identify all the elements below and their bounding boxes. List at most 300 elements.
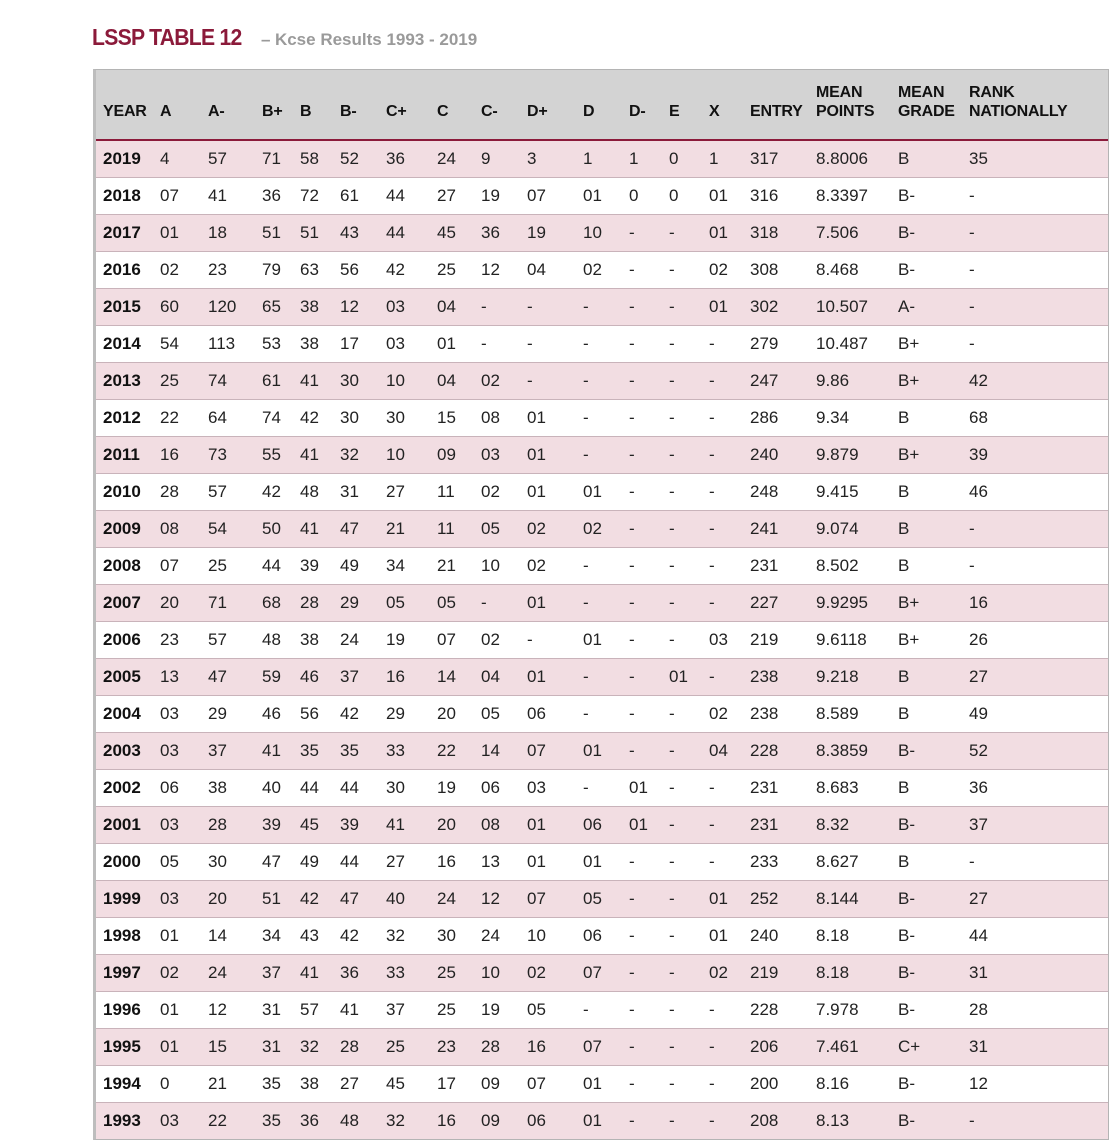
- table-cell: C+: [898, 1036, 921, 1056]
- table-cell: 11: [437, 518, 455, 538]
- table-cell: 228: [750, 740, 779, 760]
- table-cell: 7.978: [816, 999, 859, 1019]
- table-cell: 32: [340, 444, 359, 464]
- table-cell: 01: [669, 666, 688, 686]
- table-cell: 120: [208, 296, 237, 316]
- table-cell: 14: [208, 925, 227, 945]
- table-cell: 25: [437, 259, 456, 279]
- table-cell: -: [709, 777, 715, 797]
- table-cell: 53: [262, 333, 281, 353]
- table-title-main: LSSP TABLE 12: [92, 24, 242, 50]
- table-cell: 10: [481, 962, 500, 982]
- row-year: 2016: [103, 259, 141, 279]
- table-cell: 01: [527, 592, 546, 612]
- table-cell: 41: [262, 740, 281, 760]
- table-cell: -: [629, 999, 635, 1019]
- table-cell: 02: [481, 481, 500, 501]
- table-cell: 9.86: [816, 370, 850, 390]
- table-cell: 30: [340, 370, 359, 390]
- table-cell: -: [629, 407, 635, 427]
- table-cell: 41: [300, 370, 319, 390]
- table-cell: -: [481, 333, 487, 353]
- table-row: [96, 1065, 1108, 1102]
- table-cell: -: [481, 296, 487, 316]
- table-cell: 35: [262, 1110, 281, 1130]
- table-cell: 9.074: [816, 518, 859, 538]
- table-cell: -: [583, 703, 589, 723]
- table-cell: 29: [340, 592, 359, 612]
- table-cell: 47: [340, 518, 359, 538]
- table-cell: 46: [300, 666, 319, 686]
- row-year: 2003: [103, 740, 141, 760]
- table-row: [96, 621, 1108, 658]
- table-cell: 16: [969, 592, 988, 612]
- table-cell: -: [709, 1110, 715, 1130]
- table-cell: 16: [437, 851, 456, 871]
- table-cell: B-: [898, 888, 915, 908]
- table-cell: 45: [300, 814, 319, 834]
- table-cell: -: [709, 666, 715, 686]
- kcse-results-table: [96, 70, 1108, 1140]
- table-cell: 8.627: [816, 851, 859, 871]
- table-cell: 01: [583, 1073, 602, 1093]
- table-cell: 17: [437, 1073, 456, 1093]
- table-cell: 16: [160, 444, 179, 464]
- table-cell: 74: [262, 407, 281, 427]
- table-cell: 25: [386, 1036, 405, 1056]
- table-cell: 8.32: [816, 814, 850, 834]
- table-cell: 21: [437, 555, 456, 575]
- table-cell: -: [709, 999, 715, 1019]
- table-cell: 07: [527, 888, 546, 908]
- table-cell: 09: [481, 1073, 500, 1093]
- table-cell: 08: [160, 518, 179, 538]
- table-cell: 27: [969, 666, 988, 686]
- table-row: [96, 769, 1108, 806]
- table-row: [96, 288, 1108, 325]
- table-cell: 03: [527, 777, 546, 797]
- table-cell: 01: [709, 222, 728, 242]
- table-cell: -: [629, 222, 635, 242]
- table-cell: -: [709, 555, 715, 575]
- table-cell: 57: [208, 481, 227, 501]
- table-cell: 18: [208, 222, 227, 242]
- row-year: 2015: [103, 296, 141, 316]
- table-cell: 42: [340, 703, 359, 723]
- table-cell: 35: [969, 148, 988, 168]
- table-cell: -: [969, 851, 975, 871]
- table-row: [96, 658, 1108, 695]
- table-cell: -: [669, 555, 675, 575]
- table-cell: 47: [262, 851, 281, 871]
- table-cell: 24: [437, 888, 456, 908]
- table-cell: B-: [898, 740, 915, 760]
- table-cell: 36: [262, 185, 281, 205]
- table-row: [96, 880, 1108, 917]
- table-row: [96, 436, 1108, 473]
- table-cell: 32: [386, 1110, 405, 1130]
- table-cell: 44: [300, 777, 319, 797]
- table-cell: 07: [583, 962, 602, 982]
- table-cell: 12: [208, 999, 227, 1019]
- table-cell: 01: [709, 185, 728, 205]
- table-cell: 252: [750, 888, 779, 908]
- table-cell: 44: [340, 851, 359, 871]
- table-cell: 02: [709, 703, 728, 723]
- table-cell: -: [669, 444, 675, 464]
- table-row: [96, 325, 1108, 362]
- table-cell: 8.589: [816, 703, 859, 723]
- table-cell: -: [629, 666, 635, 686]
- table-cell: 05: [386, 592, 405, 612]
- table-cell: 24: [437, 148, 456, 168]
- header-rank-line1: RANK: [969, 84, 1015, 101]
- table-cell: 231: [750, 814, 779, 834]
- table-cell: B-: [898, 925, 915, 945]
- table-cell: -: [709, 1036, 715, 1056]
- table-cell: 29: [386, 703, 405, 723]
- table-cell: -: [629, 851, 635, 871]
- row-year: 2009: [103, 518, 141, 538]
- table-cell: -: [669, 703, 675, 723]
- table-cell: 73: [208, 444, 227, 464]
- table-cell: -: [969, 518, 975, 538]
- header-d-plus: D+: [527, 103, 548, 120]
- table-cell: 50: [262, 518, 281, 538]
- table-cell: -: [629, 444, 635, 464]
- table-cell: 47: [208, 666, 227, 686]
- table-cell: 01: [583, 851, 602, 871]
- table-cell: 61: [340, 185, 359, 205]
- table-cell: 08: [481, 814, 500, 834]
- table-cell: B-: [898, 259, 915, 279]
- row-year: 2010: [103, 481, 141, 501]
- table-cell: -: [583, 370, 589, 390]
- table-cell: 02: [481, 370, 500, 390]
- table-cell: 32: [386, 925, 405, 945]
- table-cell: 27: [969, 888, 988, 908]
- row-year: 1993: [103, 1110, 141, 1130]
- table-cell: -: [629, 1073, 635, 1093]
- table-cell: 56: [300, 703, 319, 723]
- table-row: [96, 251, 1108, 288]
- table-cell: 0: [629, 185, 639, 205]
- table-cell: -: [583, 666, 589, 686]
- table-cell: 02: [160, 962, 179, 982]
- table-cell: 19: [481, 185, 500, 205]
- table-cell: 25: [437, 962, 456, 982]
- table-cell: 52: [969, 740, 988, 760]
- table-cell: B: [898, 407, 910, 427]
- table-row: [96, 399, 1108, 436]
- table-cell: 45: [386, 1073, 405, 1093]
- table-cell: 04: [437, 370, 456, 390]
- table-cell: 46: [262, 703, 281, 723]
- table-row: [96, 695, 1108, 732]
- table-cell: 79: [262, 259, 281, 279]
- table-cell: 25: [208, 555, 227, 575]
- table-cell: -: [709, 481, 715, 501]
- table-cell: 22: [437, 740, 456, 760]
- table-cell: B+: [898, 370, 920, 390]
- table-cell: 3: [527, 148, 537, 168]
- table-cell: -: [669, 925, 675, 945]
- row-year: 2014: [103, 333, 141, 353]
- table-cell: 227: [750, 592, 779, 612]
- table-cell: -: [969, 222, 975, 242]
- table-cell: -: [669, 1073, 675, 1093]
- table-cell: 01: [160, 925, 179, 945]
- table-cell: 55: [262, 444, 281, 464]
- table-cell: 279: [750, 333, 779, 353]
- table-cell: 42: [340, 925, 359, 945]
- table-cell: 49: [969, 703, 988, 723]
- table-cell: 49: [340, 555, 359, 575]
- table-cell: 03: [160, 1110, 179, 1130]
- table-cell: -: [629, 925, 635, 945]
- table-cell: -: [709, 518, 715, 538]
- row-year: 1998: [103, 925, 141, 945]
- table-row: [96, 1028, 1108, 1065]
- table-cell: 8.3859: [816, 740, 868, 760]
- table-cell: 34: [262, 925, 281, 945]
- table-cell: B: [898, 481, 910, 501]
- table-row: [96, 547, 1108, 584]
- table-cell: B: [898, 703, 910, 723]
- table-row: [96, 954, 1108, 991]
- table-subtitle: Kcse Results 1993 - 2019: [274, 30, 478, 49]
- header-b-plus: B+: [262, 103, 283, 120]
- table-cell: 30: [208, 851, 227, 871]
- table-cell: 8.144: [816, 888, 859, 908]
- table-cell: 74: [208, 370, 227, 390]
- table-row: [96, 214, 1108, 251]
- table-cell: 10: [583, 222, 602, 242]
- table-cell: 318: [750, 222, 779, 242]
- table-cell: -: [669, 407, 675, 427]
- table-cell: B: [898, 777, 910, 797]
- table-cell: -: [583, 407, 589, 427]
- table-cell: 01: [629, 777, 648, 797]
- table-cell: -: [669, 370, 675, 390]
- table-cell: 12: [340, 296, 359, 316]
- table-cell: B: [898, 666, 910, 686]
- table-cell: 52: [340, 148, 359, 168]
- table-cell: 05: [481, 518, 500, 538]
- table-cell: 9.9295: [816, 592, 868, 612]
- table-cell: -: [629, 592, 635, 612]
- table-cell: 01: [583, 740, 602, 760]
- table-cell: 10.507: [816, 296, 868, 316]
- table-cell: -: [527, 370, 533, 390]
- table-cell: 19: [437, 777, 456, 797]
- table-cell: 28: [208, 814, 227, 834]
- table-cell: 0: [669, 148, 679, 168]
- header-x: X: [709, 103, 720, 120]
- table-cell: 71: [208, 592, 227, 612]
- table-cell: B-: [898, 814, 915, 834]
- row-year: 2008: [103, 555, 141, 575]
- table-cell: 31: [262, 1036, 281, 1056]
- table-cell: 0: [669, 185, 679, 205]
- table-cell: 39: [969, 444, 988, 464]
- table-cell: -: [629, 888, 635, 908]
- table-cell: 30: [386, 777, 405, 797]
- table-cell: 48: [300, 481, 319, 501]
- table-cell: 03: [386, 296, 405, 316]
- table-cell: 28: [969, 999, 988, 1019]
- table-cell: 29: [208, 703, 227, 723]
- table-cell: 01: [527, 444, 546, 464]
- table-cell: 06: [527, 703, 546, 723]
- table-cell: 44: [386, 185, 405, 205]
- table-cell: 27: [386, 851, 405, 871]
- table-cell: 8.8006: [816, 148, 868, 168]
- table-cell: 43: [340, 222, 359, 242]
- table-cell: 219: [750, 962, 779, 982]
- table-cell: 57: [208, 629, 227, 649]
- table-row: [96, 732, 1108, 769]
- header-mean-points: [816, 70, 898, 140]
- table-cell: -: [583, 777, 589, 797]
- table-cell: 39: [300, 555, 319, 575]
- table-cell: 233: [750, 851, 779, 871]
- table-cell: B+: [898, 444, 920, 464]
- header-mean-grade-line2: GRADE: [898, 103, 955, 120]
- table-cell: -: [629, 481, 635, 501]
- table-cell: 42: [300, 407, 319, 427]
- table-cell: 45: [437, 222, 456, 242]
- table-cell: 13: [160, 666, 179, 686]
- table-cell: 44: [969, 925, 988, 945]
- table-cell: 07: [583, 1036, 602, 1056]
- table-cell: 63: [300, 259, 319, 279]
- table-cell: 240: [750, 444, 779, 464]
- table-cell: 38: [300, 333, 319, 353]
- table-cell: -: [629, 370, 635, 390]
- table-cell: 10: [386, 370, 405, 390]
- table-cell: 01: [709, 925, 728, 945]
- table-cell: 03: [709, 629, 728, 649]
- table-cell: -: [969, 259, 975, 279]
- table-cell: 01: [583, 481, 602, 501]
- table-cell: -: [669, 222, 675, 242]
- table-cell: 23: [208, 259, 227, 279]
- table-cell: 32: [300, 1036, 319, 1056]
- row-year: 2011: [103, 444, 140, 464]
- table-cell: -: [669, 629, 675, 649]
- table-cell: 03: [160, 888, 179, 908]
- table-cell: 71: [262, 148, 281, 168]
- table-cell: 04: [481, 666, 500, 686]
- table-cell: B-: [898, 999, 915, 1019]
- table-cell: 14: [481, 740, 500, 760]
- table-cell: 9.6118: [816, 629, 867, 649]
- table-cell: 06: [160, 777, 179, 797]
- table-cell: 04: [527, 259, 546, 279]
- table-cell: 33: [386, 740, 405, 760]
- table-cell: 47: [340, 888, 359, 908]
- table-cell: 24: [481, 925, 500, 945]
- table-cell: 36: [340, 962, 359, 982]
- header-a: A: [160, 103, 172, 120]
- row-year: 1997: [103, 962, 141, 982]
- table-cell: 38: [300, 296, 319, 316]
- table-cell: 238: [750, 703, 779, 723]
- table-cell: 48: [340, 1110, 359, 1130]
- table-cell: -: [669, 962, 675, 982]
- table-cell: 41: [300, 518, 319, 538]
- table-cell: 37: [386, 999, 405, 1019]
- table-cell: 8.13: [816, 1110, 850, 1130]
- table-cell: 31: [969, 1036, 988, 1056]
- table-cell: 41: [300, 444, 319, 464]
- table-cell: 58: [300, 148, 319, 168]
- table-cell: 56: [340, 259, 359, 279]
- table-cell: -: [629, 1110, 635, 1130]
- table-cell: B-: [898, 222, 915, 242]
- header-mean-grade: [898, 70, 969, 140]
- header-d: D: [583, 103, 595, 120]
- table-cell: 231: [750, 777, 779, 797]
- table-cell: 27: [386, 481, 405, 501]
- table-cell: 31: [262, 999, 281, 1019]
- table-cell: 05: [527, 999, 546, 1019]
- table-cell: -: [583, 444, 589, 464]
- table-cell: 65: [262, 296, 281, 316]
- table-cell: 49: [300, 851, 319, 871]
- table-cell: 316: [750, 185, 779, 205]
- header-rank-line2: NATIONALLY: [969, 103, 1068, 120]
- header-row: [96, 70, 1108, 140]
- table-cell: 01: [437, 333, 456, 353]
- header-c-plus: C+: [386, 103, 407, 120]
- table-cell: 1: [629, 148, 639, 168]
- table-cell: -: [669, 888, 675, 908]
- row-year: 2017: [103, 222, 141, 242]
- table-cell: 17: [340, 333, 359, 353]
- table-cell: 44: [340, 777, 359, 797]
- table-cell: 05: [481, 703, 500, 723]
- header-mean-points-line2: POINTS: [816, 103, 875, 120]
- table-cell: 37: [262, 962, 281, 982]
- table-cell: -: [669, 518, 675, 538]
- table-cell: 4: [160, 148, 170, 168]
- table-cell: 15: [208, 1036, 227, 1056]
- table-cell: 72: [300, 185, 319, 205]
- table-cell: 25: [160, 370, 179, 390]
- table-cell: 01: [709, 888, 728, 908]
- table-cell: 24: [340, 629, 359, 649]
- table-row: [96, 362, 1108, 399]
- table-cell: 308: [750, 259, 779, 279]
- row-year: 1995: [103, 1036, 141, 1056]
- table-cell: -: [669, 333, 675, 353]
- table-cell: B: [898, 851, 910, 871]
- table-cell: 05: [437, 592, 456, 612]
- table-cell: 40: [262, 777, 281, 797]
- table-cell: 9.415: [816, 481, 859, 501]
- table-cell: 9.34: [816, 407, 850, 427]
- table-cell: 51: [262, 888, 281, 908]
- table-cell: 10: [386, 444, 405, 464]
- table-cell: 12: [969, 1073, 988, 1093]
- table-cell: 07: [527, 740, 546, 760]
- table-cell: -: [709, 1073, 715, 1093]
- table-cell: 38: [300, 1073, 319, 1093]
- table-cell: 02: [160, 259, 179, 279]
- table-cell: 23: [160, 629, 179, 649]
